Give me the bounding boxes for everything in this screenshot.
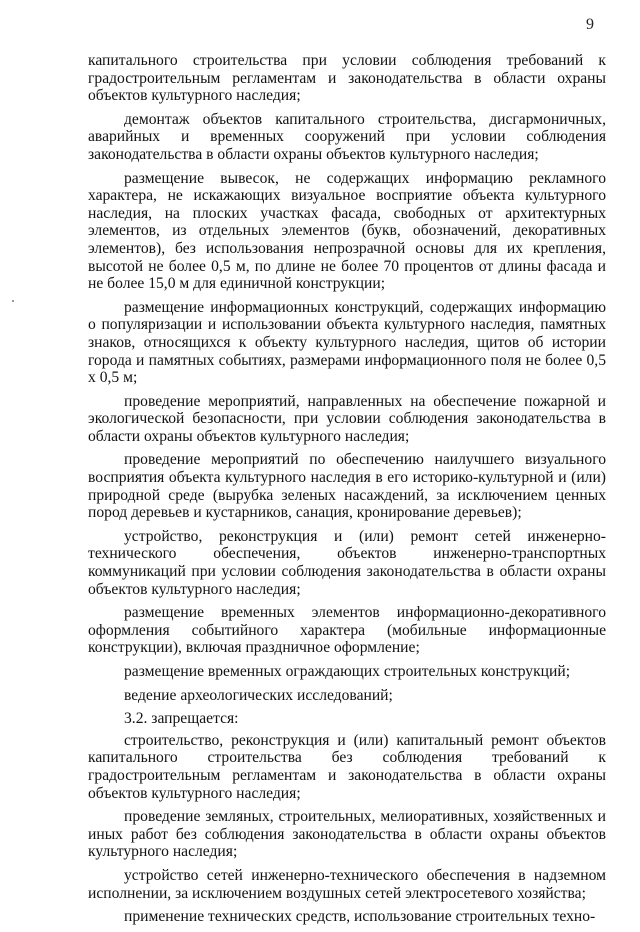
paragraph: проведение мероприятий по обеспечению наилучшего визуального восприятия объекта культурного наследия в его историко-культурной и (или) природной среде (вырубка зеленых насаждений, за исключением ценных пород деревьев и кустарников, санация, кронирование деревьев); [88, 451, 606, 522]
paragraph: размещение информационных конструкций, содержащих информацию о популяризации и использовании объекта культурного наследия, памятных знаков, относящихся к объекту культурного наследия, щитов об истории города и памятных событиях, размерами информационного поля не более 0,5 х 0,5 м; [88, 298, 606, 387]
paragraph: устройство сетей инженерно-технического обеспечения в надземном исполнении, за исключением воздушных сетей электросетевого хозяйства; [88, 866, 606, 902]
paragraph: устройство, реконструкция и (или) ремонт сетей инженерно-технического обеспечения, объектов инженерно-транспортных коммуникаций при условии соблюдения законодательства в области охраны объектов культурного наследия; [88, 527, 606, 598]
paragraph: строительство, реконструкция и (или) капитальный ремонт объектов капитального строительства без соблюдения требований к градостроительным регламентам и законодательства в области охраны объектов культурного наследия; [88, 731, 606, 802]
document-body [88, 52, 606, 932]
paragraph: размещение вывесок, не содержащих информацию рекламного характера, не искажающих визуальное восприятие объекта культурного наследия, на плоских участках фасада, свободных от архитектурных элементов, из отдельных элементов (букв, обозначений, декоративных элементов), без использования непрозрачной основы для их крепления, высотой не более 0,5 м, по длине не более 70 процентов от длины фасада и не более 15,0 м для единичной конструкции; [88, 169, 606, 293]
paragraph: проведение земляных, строительных, мелиоративных, хозяйственных и иных работ без соблюдения законодательства в области охраны объектов культурного наследия; [88, 808, 606, 861]
paragraph: проведение мероприятий, направленных на обеспечение пожарной и экологической безопасности, при условии соблюдения законодательства в области охраны объектов культурного наследия; [88, 392, 606, 445]
scan-speck [12, 300, 14, 302]
paragraph: размещение временных элементов информационно-декоративного оформления событийного характера (мобильные информационные конструкции), включая праздничное оформление; [88, 604, 606, 657]
paragraph: капитального строительства при условии соблюдения требований к градостроительным регламентам и законодательства в области охраны объектов культурного наследия; [88, 52, 606, 105]
paragraph: демонтаж объектов капитального строительства, дисгармоничных, аварийных и временных сооружений при условии соблюдения законодательства в области охраны объектов культурного наследия; [88, 110, 606, 163]
section-heading: 3.2. запрещается: [124, 710, 239, 728]
page-number: 9 [586, 16, 594, 33]
paragraph: размещение временных ограждающих строительных конструкций; [124, 663, 571, 680]
paragraph: применение технических средств, использование строительных техно- [124, 908, 596, 926]
paragraph: ведение археологических исследований; [124, 686, 393, 704]
